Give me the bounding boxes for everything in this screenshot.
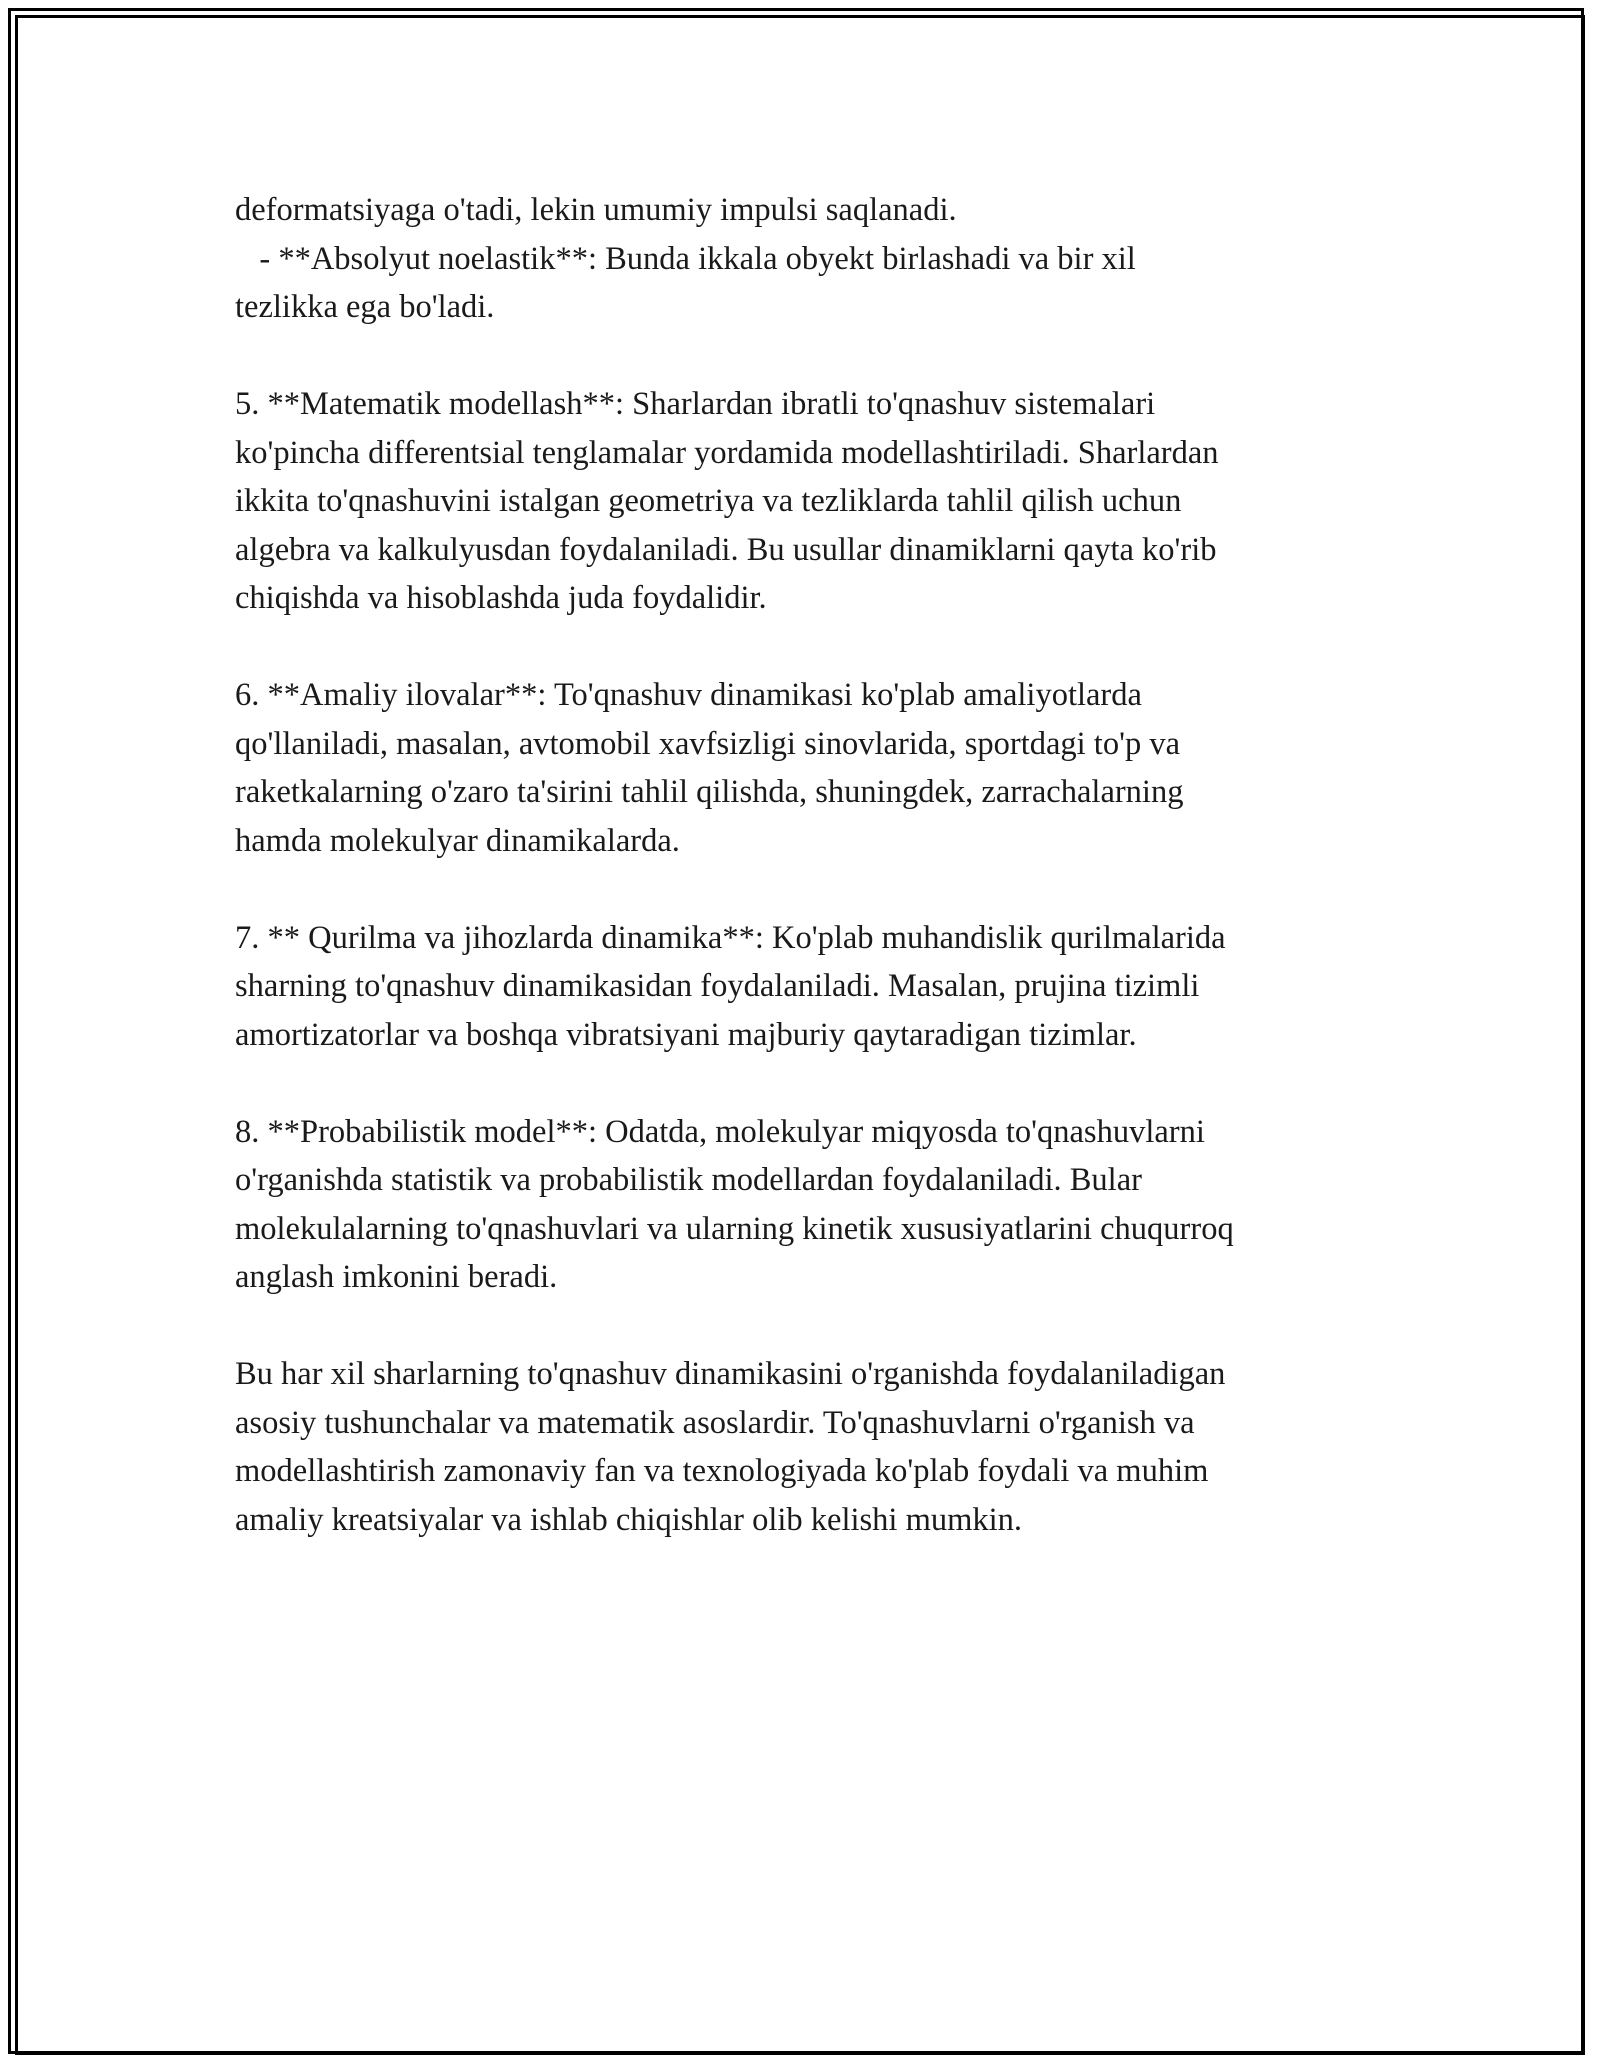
text-line: anglash imkonini beradi. bbox=[235, 1259, 558, 1295]
text-line: o'rganishda statistik va probabilistik modellardan foydalaniladi. Bular bbox=[235, 1162, 1142, 1198]
text-line: molekulalarning to'qnashuvlari va ularning kinetik xususiyatlarini chuqurroq bbox=[235, 1210, 1234, 1247]
text-line: 7. ** Qurilma va jihozlarda dinamika**: Ko'plab muhandislik qurilmalarida bbox=[235, 919, 1226, 956]
text-line: Bu har xil sharlarning to'qnashuv dinamikasini o'rganishda foydalaniladigan bbox=[235, 1356, 1226, 1392]
text-line: modellashtirish zamonaviy fan va texnologiyada ko'plab foydali va muhim bbox=[235, 1453, 1209, 1489]
text-line: sharning to'qnashuv dinamikasidan foydalaniladi. Masalan, prujina tizimli bbox=[235, 968, 1200, 1004]
document-body bbox=[235, 186, 1395, 1544]
text-line: 8. **Probabilistik model**: Odatda, molekulyar miqyosda to'qnashuvlarni bbox=[235, 1113, 1205, 1150]
paragraph-gap bbox=[235, 332, 1395, 381]
text-line: hamda molekulyar dinamikalarda. bbox=[235, 822, 680, 859]
paragraph-gap bbox=[235, 623, 1395, 672]
text-line: amaliy kreatsiyalar va ishlab chiqishlar olib kelishi mumkin. bbox=[235, 1501, 1023, 1538]
text-line: - **Absolyut noelastik**: Bunda ikkala obyekt birlashadi va bir xil bbox=[235, 240, 1136, 277]
text-line: 6. **Amaliy ilovalar**: To'qnashuv dinamikasi ko'plab amaliyotlarda bbox=[235, 677, 1142, 713]
text-line: ko'pincha differentsial tenglamalar yordamida modellashtiriladi. Sharlardan bbox=[235, 434, 1219, 471]
text-line: tezlikka ega bo'ladi. bbox=[235, 289, 495, 325]
text-line: chiqishda va hisoblashda juda foydalidir. bbox=[235, 580, 767, 616]
paragraph-gap bbox=[235, 1059, 1395, 1108]
text-line: algebra va kalkulyusdan foydalaniladi. Bu usullar dinamiklarni qayta ko'rib bbox=[235, 531, 1217, 568]
text-line: 5. **Matematik modellash**: Sharlardan ibratli to'qnashuv sistemalari bbox=[235, 386, 1156, 422]
paragraph-gap bbox=[235, 865, 1395, 914]
paragraph-gap bbox=[235, 1302, 1395, 1351]
text-line: amortizatorlar va boshqa vibratsiyani majburiy qaytaradigan tizimlar. bbox=[235, 1016, 1137, 1053]
text-line: ikkita to'qnashuvini istalgan geometriya va tezliklarda tahlil qilish uchun bbox=[235, 483, 1182, 519]
text-line: qo'llaniladi, masalan, avtomobil xavfsizligi sinovlarida, sportdagi to'p va bbox=[235, 725, 1180, 762]
text-line: asosiy tushunchalar va matematik asoslardir. To'qnashuvlarni o'rganish va bbox=[235, 1404, 1195, 1441]
text-line: deformatsiyaga o'tadi, lekin umumiy impulsi saqlanadi. bbox=[235, 192, 957, 228]
text-line: raketkalarning o'zaro ta'sirini tahlil qilishda, shuningdek, zarrachalarning bbox=[235, 774, 1184, 810]
